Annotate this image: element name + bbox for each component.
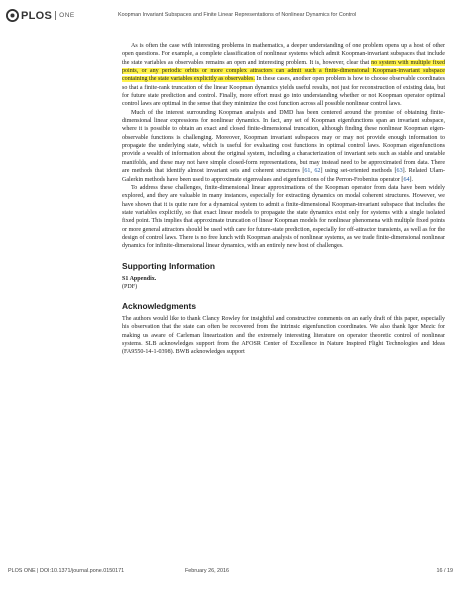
paragraph-text: In these cases, another open problem is how to choose observable coordinates so that a finite-rank truncation of the linear Koopman dynamics yields useful results, not just for reconstruction of existing data, but for future state prediction and control. Finally, more effort must go into understanding whether or not Koopman operator optimal control laws are optimal in the sense that they minimize the cost function across all possible nonlinear control laws. [122, 76, 445, 108]
citation-link-63[interactable]: 63 [396, 168, 403, 175]
plos-logo-icon [6, 9, 19, 22]
highlighted-text[interactable]: no system with multiple fixed points, or any periodic orbits or more complex attractors can admit such a finite-dimensional Koopman-invariant subspace containing the state variables explicitly as observables. [122, 59, 445, 83]
citation-link-64[interactable]: 64 [403, 176, 410, 183]
paragraph-text: ]. Related Ulam-Galerkin methods have been used to approximate eigenvalues and eigenfunctions of the Perron-Frobenius operator [ [122, 168, 446, 183]
paragraph-text: ] using set-oriented methods [ [320, 168, 397, 175]
logo-separator [55, 11, 56, 20]
acknowledgments-heading: Acknowledgments [122, 301, 196, 311]
footer-citation: PLOS ONE | DOI:10.1371/journal.pone.0150171 [8, 568, 125, 574]
paragraph-text: Much of the interest surrounding Koopman analysis and DMD has been centered around the promise of obtaining finite-dimensional linear expressions for nonlinear dynamics. In fact, any set of Koopman eigenfunctions span an invariant subspace, where it is possible to obtain an exact and closed finite-dimensional truncation, although finding these nonlinear Koopman eigen-observable functions is challenging. Moreover, Koopman invariant subspaces may or may not provide enough information to propagate the underlying state, which is useful for evaluating cost functions in optimal control laws. Koopman eigenfunctions provide a wealth of information about the original system, including a characterization of invariant sets such as stable and unstable manifolds, and these may not have simple closed-form representations, but may instead need to be approximated from data. There are methods that identify almost invariant sets and coherent structures [ [122, 109, 445, 175]
plos-one-logo [6, 9, 75, 22]
page-footer [0, 568, 463, 580]
page-header [0, 0, 463, 30]
paragraph-koopman-interest [122, 109, 445, 184]
citation-link-61[interactable]: 61 [304, 168, 311, 175]
article-body [122, 42, 445, 357]
s1-appendix-format: (PDF) [122, 283, 138, 290]
citation-link-62[interactable]: 62 [314, 168, 321, 175]
running-title: Koopman Invariant Subspaces and Finite Linear Representations of Nonlinear Dynamics for Control [118, 12, 357, 18]
paragraph-text: As is often the case with interesting problems in mathematics, a deeper understanding of one problem opens up a host of other open questions. For example, a complete classification of nonlinear systems which admit Koopman-invariant subspaces that include the state variables as observables remains an open and interesting problem. It is, however, clear that [122, 43, 445, 66]
paragraph-open-questions [122, 42, 445, 109]
citation-separator: , [310, 168, 315, 175]
footer-date: February 26, 2016 [185, 568, 230, 574]
acknowledgments-text: The authors would like to thank Clancy Rowley for insightful and constructive comments on an early draft of this paper, especially his observation that the state can often be recovered from the intrinsic eigenfunction coordinates. We also thank Igor Mezic for making us aware of Carleman linearization and the extremely interesting literature on operator theoretic control of nonlinear systems. SLB acknowledges support from the AFOSR Center of Excellence in Nature Inspired Flight Technologies and Ideas (FA9550-14-1-0398). BWB acknowledges support [122, 316, 445, 356]
paragraph-challenges: To address these challenges, finite-dimensional linear approximations of the Koopman operator from data have been widely explored, and they are valuable in many instances, especially for extracting dynamics on modal coherent structures. However, we have shown that it is quite rare for a dynamical system to admit a finite-dimensional Koopman-invariant subspace that includes the state variables explicitly, so that exact linear models to propagate the state dynamics exist only for systems with a single isolated fixed point. This implies that approximate truncation of linear Koopman models for nonlinear phenomena with multiple fixed points or more general attractors should be used with care for future-state prediction, especially for off-attractor transients, as well as for the design of control laws. There is no free lunch with Koopman analysis of nonlinear systems, as we trade finite-dimensional nonlinear dynamics for infinite-dimensional linear dynamics, with an entirely new host of challenges. [122, 184, 445, 250]
paragraph-text: ]. [409, 176, 414, 183]
supporting-information-heading: Supporting Information [122, 260, 216, 271]
logo-text: PLOS [21, 9, 53, 22]
logo-suffix: ONE [59, 12, 75, 19]
s1-appendix-link[interactable]: S1 Appendix. [122, 275, 157, 282]
footer-page-number: 16 / 19 [436, 568, 453, 574]
